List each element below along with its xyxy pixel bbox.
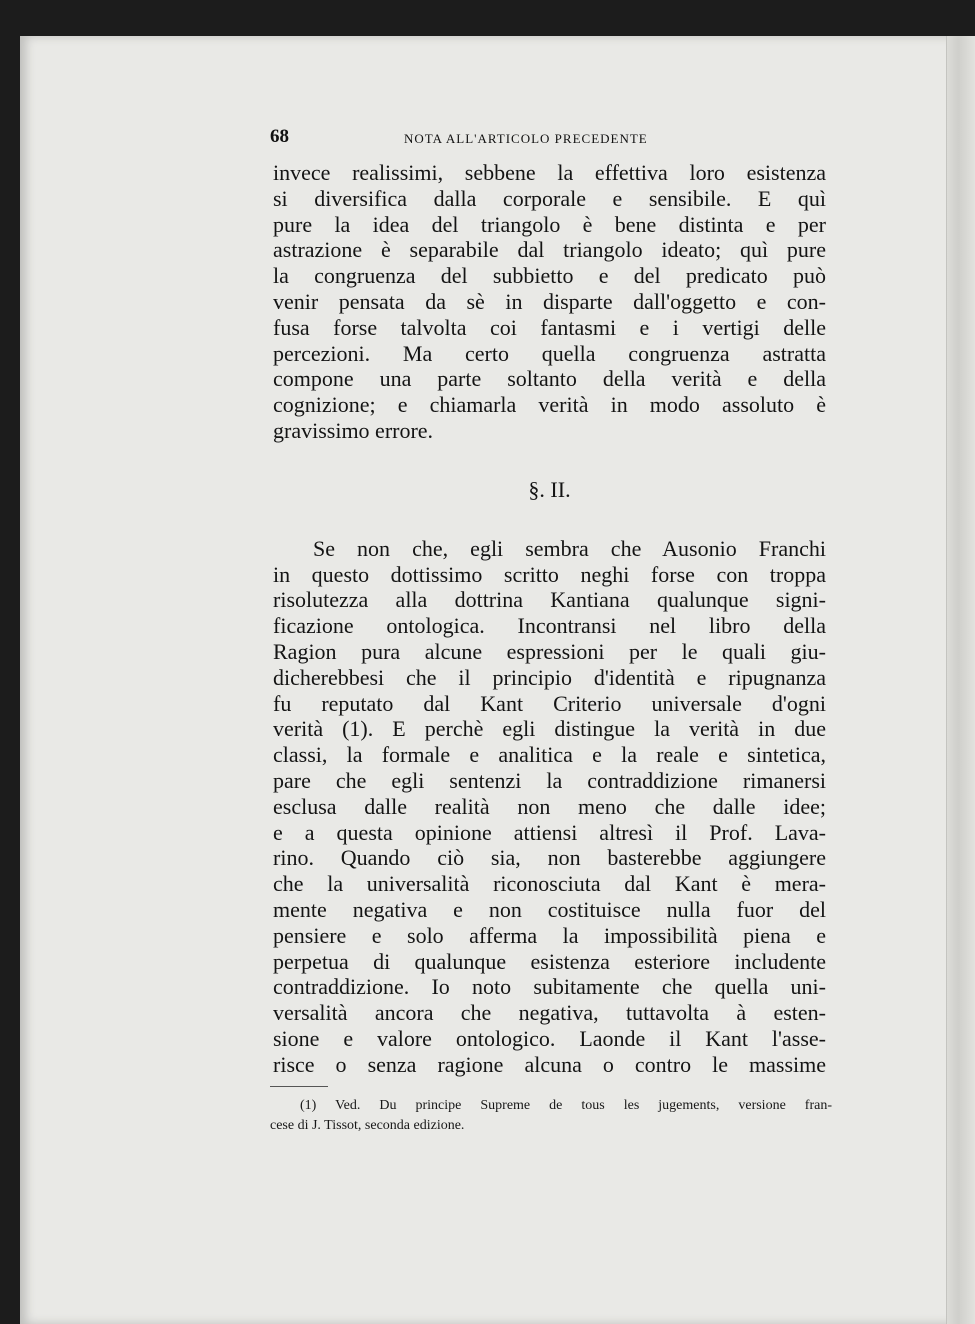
footnotes (270, 1096, 832, 1136)
paragraph (273, 160, 826, 444)
text-line: pare che egli sentenzi la contraddizione rimanersi (273, 767, 826, 793)
text-line: cognizione; e chiamarla verità in modo assoluto è (273, 392, 826, 418)
page-header (270, 126, 826, 148)
text-line: Se non che, egli sembra che Ausonio Franchi (313, 535, 826, 561)
text-line: esclusa dalle realità non meno che dalle idee; (273, 793, 826, 819)
spacer (273, 444, 826, 470)
text-line: perpetua di qualunque esistenza esteriore includente (273, 948, 826, 974)
footnote-line: (1) Ved. Du principe Supreme de tous les jugements, versione fran- (300, 1098, 832, 1113)
text-line: Ragion pura alcune espressioni per le quali giu- (273, 638, 826, 664)
text-line: pure la idea del triangolo è bene distinta e per (273, 211, 826, 237)
page-edge (946, 36, 975, 1324)
text-line: risolutezza alla dottrina Kantiana qualunque signi- (273, 587, 826, 613)
text-line: venir pensata da sè in disparte dall'oggetto e con- (273, 288, 826, 314)
body-text (273, 160, 826, 1078)
text-line: e a questa opinione attiensi altresì il Prof. Lava- (273, 819, 826, 845)
text-line: in questo dottissimo scritto neghi forse con troppa (273, 561, 826, 587)
text-line: si diversifica dalla corporale e sensibile. E quì (273, 185, 826, 211)
text-line: la congruenza del subbietto e del predicato può (273, 263, 826, 289)
text-line: fusa forse talvolta coi fantasmi e i vertigi delle (273, 314, 826, 340)
text-line: gravissimo errore. (273, 417, 434, 443)
text-line: invece realissimi, sebbene la effettiva loro esistenza (273, 160, 826, 185)
text-line: rino. Quando ciò sia, non basterebbe aggiungere (273, 845, 826, 871)
text-line: versalità ancora che negativa, tuttavolta à esten- (273, 1000, 826, 1026)
paragraph (273, 536, 826, 1078)
page-number: 68 (270, 126, 289, 147)
text-line: contraddizione. Io noto subitamente che quella uni- (273, 974, 826, 1000)
text-line: dicherebbesi che il principio d'identità e ripugnanza (273, 664, 826, 690)
section-heading: §. II. (528, 476, 571, 502)
text-line: astrazione è separabile dal triangolo ideato; quì pure (273, 237, 826, 263)
footnote-line: cese di J. Tissot, seconda edizione. (270, 1118, 465, 1133)
text-line: risce o senza ragione alcuna o contro le massime (273, 1051, 826, 1077)
text-line: compone una parte soltanto della verità e della (273, 366, 826, 392)
text-line: che la universalità riconosciuta dal Kant è mera- (273, 871, 826, 897)
text-line: verità (1). E perchè egli distingue la verità in due (273, 716, 826, 742)
text-line: classi, la formale e analitica e la reale e sintetica, (273, 742, 826, 768)
text-line: percezioni. Ma certo quella congruenza astratta (273, 340, 826, 366)
text-line: ficazione ontologica. Incontransi nel libro della (273, 613, 826, 639)
spacer (273, 510, 826, 536)
text-line: sione e valore ontologico. Laonde il Kant l'asse- (273, 1025, 826, 1051)
text-line: pensiere e solo afferma la impossibilità piena e (273, 922, 826, 948)
text-line: mente negativa e non costituisce nulla fuor del (273, 896, 826, 922)
footnote-rule (270, 1086, 328, 1087)
running-title: NOTA ALL'ARTICOLO PRECEDENTE (404, 131, 648, 146)
text-line: fu reputato dal Kant Criterio universale d'ogni (273, 690, 826, 716)
